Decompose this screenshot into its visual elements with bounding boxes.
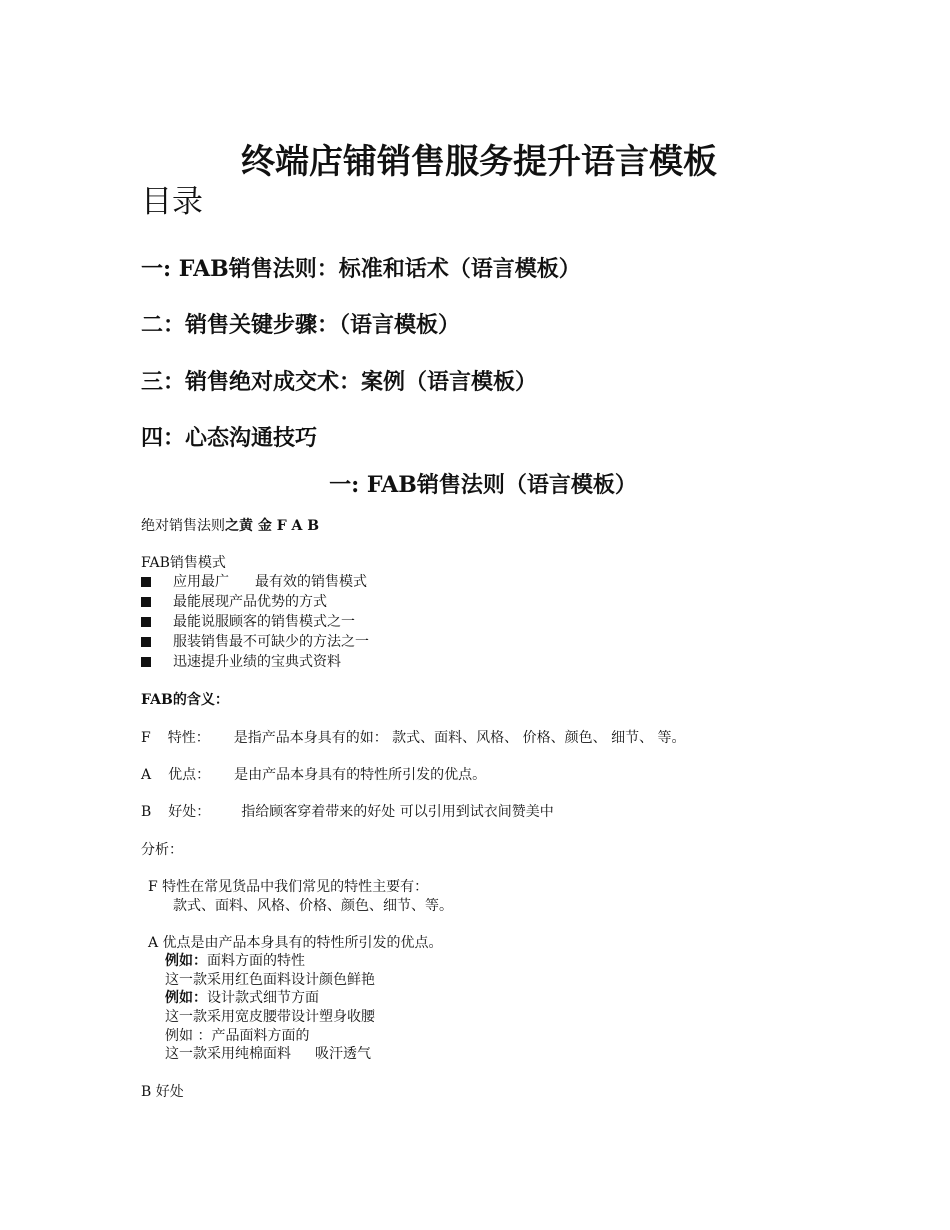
toc-item-2[interactable]: 二：销售关键步骤：（语言模板）: [141, 312, 461, 338]
fab-mode-heading: FAB销售模式: [141, 555, 226, 571]
analysis-heading: 分析：: [141, 842, 183, 858]
example-3: 例如 ：产品面料方面的: [165, 1028, 310, 1044]
toc-item-4[interactable]: 四：心态沟通技巧: [141, 425, 318, 451]
meaning-heading: FAB的含义：: [141, 692, 229, 708]
example-1-detail: 这一款采用红色面料设计颜色鲜艳: [165, 972, 375, 988]
analysis-f-line: F 特性在常见货品中我们常见的特性主要有：: [148, 879, 429, 895]
list-item: 最能说服顾客的销售模式之一: [141, 611, 355, 631]
list-item: 应用最广 最有效的销售模式: [141, 571, 367, 591]
bullet-square-icon: [141, 617, 151, 627]
list-item: 迅速提升业绩的宝典式资料: [141, 651, 341, 671]
bullet-square-icon: [141, 577, 151, 587]
toc-item-1[interactable]: 一: FAB销售法则：标准和话术（语言模板）: [141, 256, 581, 282]
bullet-square-icon: [141, 657, 151, 667]
golden-rule-bold: 之黄 金 F A B: [225, 518, 320, 534]
meaning-b-row: B 好处： 指给顾客穿着带来的好处 可以引用到试衣间赞美中: [141, 804, 554, 820]
bullet-square-icon: [141, 637, 151, 647]
section-title: 一: FAB销售法则（语言模板）: [329, 472, 637, 498]
analysis-f-values: 款式、面料、风格、价格、颜色、细节、等。: [173, 898, 453, 914]
golden-rule-prefix: 绝对销售法则: [141, 518, 225, 534]
document-title: 终端店铺销售服务提升语言模板: [241, 142, 717, 182]
example-2-detail: 这一款采用宽皮腰带设计塑身收腰: [165, 1009, 375, 1025]
toc-heading: 目录: [141, 184, 203, 220]
analysis-a-line: A 优点是由产品本身具有的特性所引发的优点。: [148, 935, 443, 951]
example-3-detail: 这一款采用纯棉面料 吸汗透气: [165, 1046, 371, 1062]
meaning-f-row: F 特性： 是指产品本身具有的如： 款式、面料、风格、 价格、颜色、 细节、 等。: [141, 730, 686, 746]
analysis-b-line: B 好处: [141, 1084, 184, 1100]
bullet-square-icon: [141, 597, 151, 607]
toc-item-3[interactable]: 三：销售绝对成交术：案例（语言模板）: [141, 369, 538, 395]
meaning-a-row: A 优点： 是由产品本身具有的特性所引发的优点。: [141, 767, 487, 783]
example-2: 例如：设计款式细节方面: [165, 990, 319, 1006]
golden-rule-line: [141, 515, 319, 535]
list-item: 服装销售最不可缺少的方法之一: [141, 631, 369, 651]
list-item: 最能展现产品优势的方式: [141, 591, 327, 611]
example-1: 例如：面料方面的特性: [165, 953, 305, 969]
